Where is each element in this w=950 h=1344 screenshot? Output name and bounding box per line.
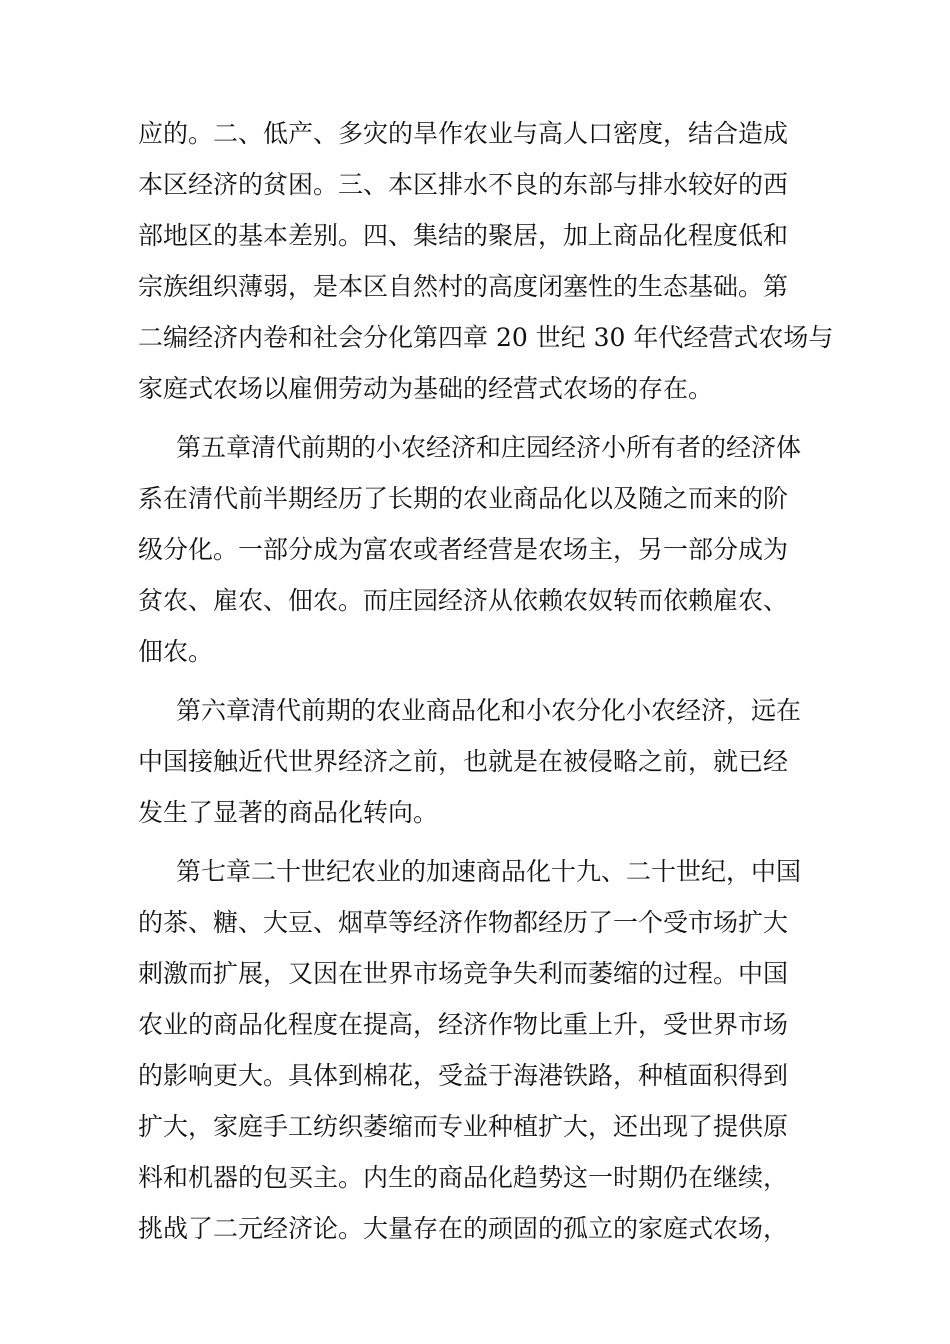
text-line: 贫农、雇农、佃农。而庄园经济从依赖农奴转而依赖雇农、 <box>138 586 789 615</box>
paragraph <box>138 685 828 838</box>
text-line: 本区经济的贫困。三、本区排水不良的东部与排水较好的西 <box>138 170 789 199</box>
paragraph <box>138 108 834 414</box>
text-line: 的茶、糖、大豆、烟草等经济作物都经历了一个受市场扩大 <box>138 908 789 937</box>
text-line: 级分化。一部分成为富农或者经营是农场主，另一部分成为 <box>138 535 789 564</box>
text-line: 二编经济内卷和社会分化第四章 20 世纪 30 年代经营式农场与 <box>138 323 834 352</box>
text-line: 部地区的基本差别。四、集结的聚居，加上商品化程度低和 <box>138 221 789 250</box>
text-line: 挑战了二元经济论。大量存在的顽固的孤立的家庭式农场， <box>138 1214 789 1243</box>
text-line: 的影响更大。具体到棉花，受益于海港铁路，种植面积得到 <box>138 1061 789 1090</box>
text-line: 应的。二、低产、多灾的旱作农业与高人口密度，结合造成 <box>138 119 789 148</box>
text-line: 中国接触近代世界经济之前，也就是在被侵略之前，就已经 <box>138 747 789 776</box>
paragraph <box>138 422 828 677</box>
text-line: 第六章清代前期的农业商品化和小农分化小农经济，远在 <box>176 696 802 725</box>
text-line: 料和机器的包买主。内生的商品化趋势这一时期仍在继续， <box>138 1163 789 1192</box>
text-line: 第七章二十世纪农业的加速商品化十九、二十世纪，中国 <box>176 857 802 886</box>
text-line: 刺激而扩展，又因在世界市场竞争失利而萎缩的过程。中国 <box>138 959 789 988</box>
text-line: 宗族组织薄弱，是本区自然村的高度闭塞性的生态基础。第 <box>138 272 789 301</box>
text-line: 农业的商品化程度在提高，经济作物比重上升，受世界市场 <box>138 1010 789 1039</box>
text-line: 家庭式农场以雇佣劳动为基础的经营式农场的存在。 <box>138 374 714 403</box>
text-line: 扩大，家庭手工纺织萎缩而专业种植扩大，还出现了提供原 <box>138 1112 789 1141</box>
paragraph <box>138 846 828 1254</box>
text-line: 佃农。 <box>138 637 214 666</box>
text-line: 第五章清代前期的小农经济和庄园经济小所有者的经济体 <box>176 433 802 462</box>
document-page <box>138 108 834 1262</box>
text-line: 系在清代前半期经历了长期的农业商品化以及随之而来的阶 <box>138 484 789 513</box>
text-line: 发生了显著的商品化转向。 <box>138 798 439 827</box>
